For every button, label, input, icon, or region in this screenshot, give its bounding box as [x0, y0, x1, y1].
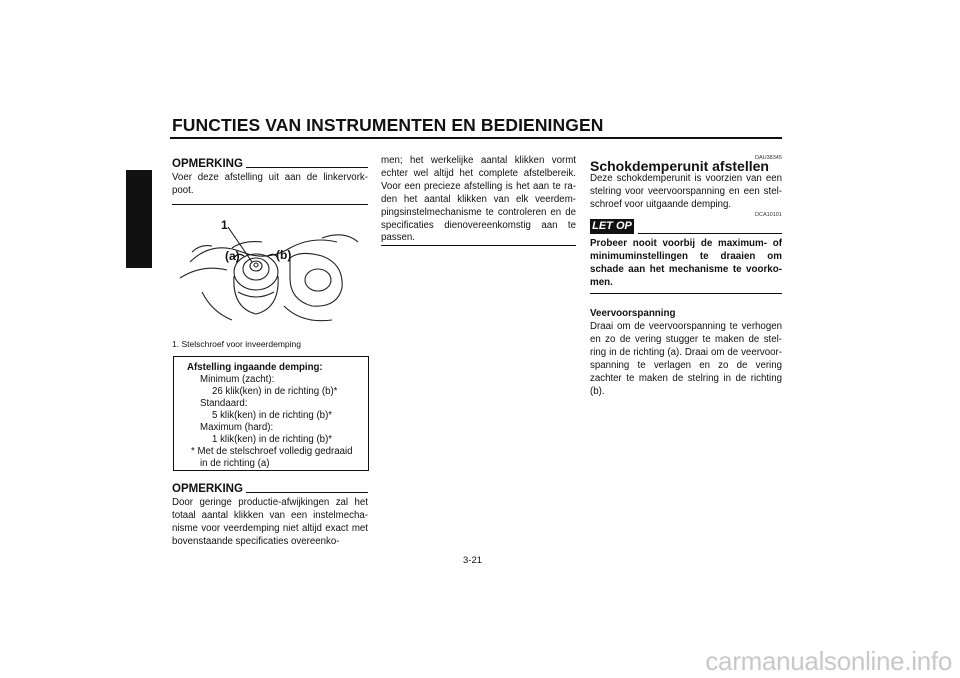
- spec-title: Afstelling ingaande demping:: [187, 362, 323, 373]
- spec-min-label: Minimum (zacht):: [200, 374, 275, 385]
- damping-spec-box: [173, 356, 369, 471]
- fork-adjuster-illustration: [172, 212, 362, 332]
- spec-std-label: Standaard:: [200, 398, 248, 409]
- spec-max-value: 1 klik(ken) in de richting (b)*: [212, 434, 333, 445]
- subsection-body: Draai om de veervoorspanning te verhogen en zo de vering stugger te maken de stel-ring in de richting (a). Draai om de veervoor-spanning te verlagen en zo de vering zachter te maken de stelring in de richting (b).: [590, 321, 782, 397]
- reference-code-1: DAU38345: [755, 155, 782, 161]
- caution-heading-rule: [638, 233, 782, 234]
- fork-adjuster-drawing: [172, 212, 362, 332]
- note-end-rule-1: [172, 204, 368, 205]
- page-title: FUNCTIES VAN INSTRUMENTEN EN BEDIENINGEN: [172, 115, 604, 135]
- reference-code-2: DCA10101: [755, 212, 782, 218]
- note-heading-2: OPMERKING: [172, 483, 243, 495]
- figure-label-a: (a): [225, 249, 240, 263]
- note-text-2: Door geringe productie-afwijkingen zal het totaal aantal klikken van een instelmecha-nisme voor veerdemping niet altijd exact met bovenstaande specificaties overeenko-: [172, 497, 368, 547]
- section-heading: Schokdemperunit afstellen: [590, 158, 769, 174]
- note-heading-1: OPMERKING: [172, 158, 243, 170]
- figure-callout-number: 1: [221, 218, 228, 232]
- spec-min-value: 26 klik(ken) in de richting (b)*: [212, 386, 338, 397]
- note-heading-rule-1: [246, 167, 368, 168]
- note-text-1: Voer deze afstelling uit aan de linkervork-poot.: [172, 172, 368, 196]
- figure-caption: 1. Stelschroef voor inveerdemping: [172, 339, 301, 349]
- note-heading-rule-2: [246, 492, 368, 493]
- spec-footnote-line-2: in de richting (a): [200, 458, 270, 469]
- watermark: carmanualsonline.info: [705, 646, 952, 676]
- title-rule: [170, 137, 782, 139]
- note-text-2-continued: men; het werkelijke aantal klikken vormt echter wel altijd het complete afstelbereik. Voor een precieze afstelling is het aan te ra-den het aantal klikken van elk veerdem-pingsinstelmechanisme te controleren en de specificaties dienovereenkomstig aan te passen.: [381, 155, 576, 244]
- spec-std-value: 5 klik(ken) in de richting (b)*: [212, 410, 333, 421]
- section-intro: Deze schokdemperunit is voorzien van een stelring voor veervoorspanning en een stel-schroef voor uitgaande demping.: [590, 173, 782, 210]
- caution-end-rule: [590, 293, 782, 294]
- caution-badge: LET OP: [590, 219, 634, 234]
- spec-max-label: Maximum (hard):: [200, 422, 274, 433]
- note-end-rule-2: [381, 245, 576, 246]
- figure-label-b: (b): [276, 248, 292, 262]
- caution-text: Probeer nooit voorbij de maximum- of minimuminstellingen te draaien om schade aan het mechanisme te voorko-men.: [590, 238, 782, 288]
- spec-footnote-line-1: * Met de stelschroef volledig gedraaid: [191, 446, 353, 457]
- chapter-tab-number: 3: [136, 250, 142, 261]
- subsection-heading: Veervoorspanning: [590, 308, 676, 319]
- page-number: 3-21: [463, 555, 483, 566]
